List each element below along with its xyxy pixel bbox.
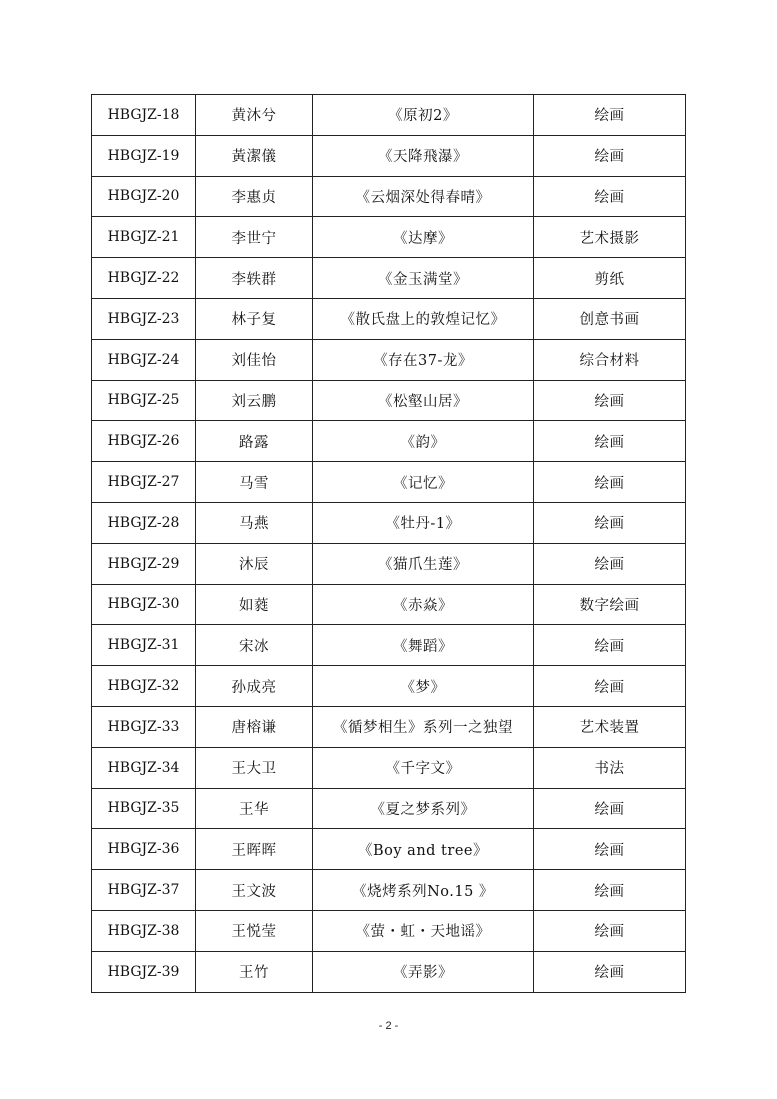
entry-id-cell: HBGJZ-26 bbox=[92, 421, 196, 462]
table-row bbox=[92, 788, 686, 829]
artwork-title-cell: 《烧烤系列No.15 》 bbox=[313, 870, 534, 911]
artist-name-cell: 王华 bbox=[196, 788, 313, 829]
entry-id-cell: HBGJZ-30 bbox=[92, 584, 196, 625]
category-cell: 绘画 bbox=[534, 380, 686, 421]
category-cell: 绘画 bbox=[534, 625, 686, 666]
artwork-title-cell: 《弄影》 bbox=[313, 951, 534, 992]
artist-name-cell: 王晖晖 bbox=[196, 829, 313, 870]
artist-name-cell: 马燕 bbox=[196, 502, 313, 543]
table-row bbox=[92, 95, 686, 136]
table-row bbox=[92, 829, 686, 870]
category-cell: 绘画 bbox=[534, 666, 686, 707]
category-cell: 创意书画 bbox=[534, 298, 686, 339]
artwork-title-cell: 《散氏盘上的敦煌记忆》 bbox=[313, 298, 534, 339]
artwork-title-cell: 《千字文》 bbox=[313, 747, 534, 788]
artist-name-cell: 王竹 bbox=[196, 951, 313, 992]
entry-id-cell: HBGJZ-22 bbox=[92, 258, 196, 299]
entry-id-cell: HBGJZ-25 bbox=[92, 380, 196, 421]
artist-name-cell: 黄沐兮 bbox=[196, 95, 313, 136]
category-cell: 数字绘画 bbox=[534, 584, 686, 625]
artist-name-cell: 黃潔儀 bbox=[196, 135, 313, 176]
table-row bbox=[92, 298, 686, 339]
artist-name-cell: 宋冰 bbox=[196, 625, 313, 666]
artist-name-cell: 王文波 bbox=[196, 870, 313, 911]
category-cell: 艺术装置 bbox=[534, 706, 686, 747]
artist-name-cell: 刘佳怡 bbox=[196, 339, 313, 380]
artwork-title-cell: 《夏之梦系列》 bbox=[313, 788, 534, 829]
table-row bbox=[92, 706, 686, 747]
table-row bbox=[92, 258, 686, 299]
artist-name-cell: 唐榕谦 bbox=[196, 706, 313, 747]
artist-name-cell: 王悦莹 bbox=[196, 910, 313, 951]
artwork-title-cell: 《存在37-龙》 bbox=[313, 339, 534, 380]
entry-id-cell: HBGJZ-29 bbox=[92, 543, 196, 584]
table-row bbox=[92, 339, 686, 380]
table-row bbox=[92, 625, 686, 666]
entry-id-cell: HBGJZ-24 bbox=[92, 339, 196, 380]
artwork-title-cell: 《猫爪生莲》 bbox=[313, 543, 534, 584]
artist-name-cell: 沐辰 bbox=[196, 543, 313, 584]
category-cell: 绘画 bbox=[534, 870, 686, 911]
category-cell: 综合材料 bbox=[534, 339, 686, 380]
artwork-title-cell: 《舞蹈》 bbox=[313, 625, 534, 666]
artwork-title-cell: 《原初2》 bbox=[313, 95, 534, 136]
entry-id-cell: HBGJZ-28 bbox=[92, 502, 196, 543]
page-number: - 2 - bbox=[378, 1020, 399, 1032]
category-cell: 绘画 bbox=[534, 951, 686, 992]
artwork-title-cell: 《达摩》 bbox=[313, 217, 534, 258]
category-cell: 绘画 bbox=[534, 135, 686, 176]
entry-id-cell: HBGJZ-18 bbox=[92, 95, 196, 136]
artist-name-cell: 如蕤 bbox=[196, 584, 313, 625]
entry-id-cell: HBGJZ-19 bbox=[92, 135, 196, 176]
artist-name-cell: 王大卫 bbox=[196, 747, 313, 788]
table-row bbox=[92, 462, 686, 503]
artist-name-cell: 马雪 bbox=[196, 462, 313, 503]
artwork-title-cell: 《金玉满堂》 bbox=[313, 258, 534, 299]
entry-id-cell: HBGJZ-32 bbox=[92, 666, 196, 707]
entry-id-cell: HBGJZ-38 bbox=[92, 910, 196, 951]
table-row bbox=[92, 380, 686, 421]
category-cell: 书法 bbox=[534, 747, 686, 788]
artwork-table bbox=[91, 94, 686, 993]
artwork-title-cell: 《赤焱》 bbox=[313, 584, 534, 625]
artist-name-cell: 孙成亮 bbox=[196, 666, 313, 707]
table-row bbox=[92, 543, 686, 584]
table-row bbox=[92, 951, 686, 992]
category-cell: 艺术摄影 bbox=[534, 217, 686, 258]
artwork-title-cell: 《韵》 bbox=[313, 421, 534, 462]
category-cell: 绘画 bbox=[534, 502, 686, 543]
category-cell: 剪纸 bbox=[534, 258, 686, 299]
table-row bbox=[92, 135, 686, 176]
entry-id-cell: HBGJZ-23 bbox=[92, 298, 196, 339]
artwork-title-cell: 《循梦相生》系列一之独望 bbox=[313, 706, 534, 747]
artist-name-cell: 李轶群 bbox=[196, 258, 313, 299]
table-row bbox=[92, 217, 686, 258]
category-cell: 绘画 bbox=[534, 543, 686, 584]
entry-id-cell: HBGJZ-36 bbox=[92, 829, 196, 870]
artwork-table-body bbox=[92, 95, 686, 993]
entry-id-cell: HBGJZ-37 bbox=[92, 870, 196, 911]
table-row bbox=[92, 747, 686, 788]
category-cell: 绘画 bbox=[534, 788, 686, 829]
entry-id-cell: HBGJZ-31 bbox=[92, 625, 196, 666]
artwork-title-cell: 《记忆》 bbox=[313, 462, 534, 503]
artist-name-cell: 刘云鹏 bbox=[196, 380, 313, 421]
entry-id-cell: HBGJZ-20 bbox=[92, 176, 196, 217]
artist-name-cell: 路露 bbox=[196, 421, 313, 462]
category-cell: 绘画 bbox=[534, 421, 686, 462]
artwork-title-cell: 《松壑山居》 bbox=[313, 380, 534, 421]
table-row bbox=[92, 910, 686, 951]
artist-name-cell: 李世宁 bbox=[196, 217, 313, 258]
table-row bbox=[92, 176, 686, 217]
artwork-title-cell: 《萤・虹・天地谣》 bbox=[313, 910, 534, 951]
entry-id-cell: HBGJZ-27 bbox=[92, 462, 196, 503]
artwork-title-cell: 《牡丹-1》 bbox=[313, 502, 534, 543]
entry-id-cell: HBGJZ-33 bbox=[92, 706, 196, 747]
table-row bbox=[92, 421, 686, 462]
table-row bbox=[92, 584, 686, 625]
artist-name-cell: 李惠贞 bbox=[196, 176, 313, 217]
category-cell: 绘画 bbox=[534, 829, 686, 870]
entry-id-cell: HBGJZ-35 bbox=[92, 788, 196, 829]
entry-id-cell: HBGJZ-21 bbox=[92, 217, 196, 258]
entry-id-cell: HBGJZ-34 bbox=[92, 747, 196, 788]
category-cell: 绘画 bbox=[534, 910, 686, 951]
artwork-title-cell: 《天降飛瀑》 bbox=[313, 135, 534, 176]
artwork-title-cell: 《Boy and tree》 bbox=[313, 829, 534, 870]
category-cell: 绘画 bbox=[534, 176, 686, 217]
table-row bbox=[92, 502, 686, 543]
artwork-title-cell: 《梦》 bbox=[313, 666, 534, 707]
category-cell: 绘画 bbox=[534, 95, 686, 136]
entry-id-cell: HBGJZ-39 bbox=[92, 951, 196, 992]
category-cell: 绘画 bbox=[534, 462, 686, 503]
table-row bbox=[92, 666, 686, 707]
artwork-title-cell: 《云烟深处得春晴》 bbox=[313, 176, 534, 217]
table-row bbox=[92, 870, 686, 911]
artist-name-cell: 林子复 bbox=[196, 298, 313, 339]
